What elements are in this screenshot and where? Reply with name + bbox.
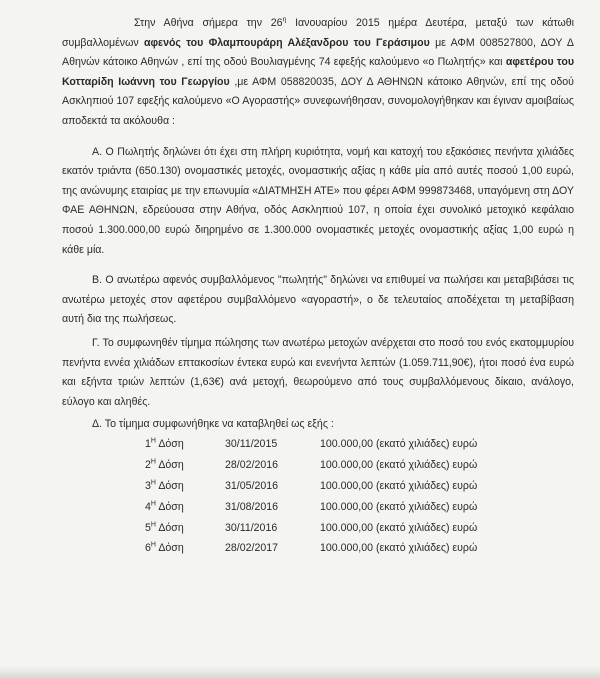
installment-date: 28/02/2017 — [225, 542, 279, 555]
buyer-name: αφετέρου του Κοτταρίδη Ιωάννη του Γεωργίου — [62, 56, 574, 88]
installment-amount: 100.000,00 (εκατό χιλιάδες) ευρώ — [320, 542, 478, 555]
installment-row — [145, 456, 574, 477]
installment-row — [145, 518, 574, 539]
intro-text-1: Στην Αθήνα σήμερα την 26 — [134, 17, 283, 29]
installment-date: 30/11/2016 — [225, 521, 278, 534]
installment-label: $3^H$ Δόση — [145, 479, 184, 493]
section-b: Β. Ο ανωτέρω αφενός συμβαλλόμενος "πωλητής" δηλώνει να επιθυμεί να πωλήσει και μεταβιβάσει τις ανωτέρω μετοχές στον αφετέρου συμβαλλόμενο «αγοραστή», ο δε τελευταίος αποδέχεται τη μεταβίβαση αυτή δια της πωλήσεως. — [62, 274, 574, 326]
section-d: Δ. Το τίμημα συμφωνήθηκε να καταβληθεί ως εξής : — [92, 418, 334, 431]
installment-list — [145, 435, 574, 560]
section-a: Α. Ο Πωλητής δηλώνει ότι έχει στη πλήρη κυριότητα, νομή και κατοχή του εξακόσιες πενήντα χιλιάδες εκατόν τριάντα (650.130) ονομαστικές μετοχές, ονομαστικής αξίας η κάθε μία από αυτές ποσού 1,00 ευρώ, της ανώνυμης εταιρίας με την επωνυμία «ΔΙΑΤΜΗΣΗ ΑΤΕ» που φέρει ΑΦΜ 999873468, υπαγόμενη στη ΔΟΥ ΦΑΕ ΑΘΗΝΩΝ, εδρεύουσα στην Αθήνα, οδός Ασκληπιού 107, η οποία έχει συνολικό μετοχικό κεφάλαιο ποσού 1.300.000,00 ευρώ διηρημένο σε 1.300.000 ονομαστικές μετοχές ονομαστικής αξίας 1,00 ευρώ η κάθε μία. — [62, 145, 574, 256]
intro-text-4: ,με ΑΦΜ 058820035, ΔΟΥ Δ ΑΘΗΝΩΝ κάτοικο Αθηνών, επί της οδού Ασκληπιού 107 εφεξής καλούμενο «Ο Αγοραστής» συνεφωνήθησαν, συνομολογήθηκαν και έγιναν αμοιβαίως αποδεκτά τα ακόλουθα : — [62, 75, 574, 127]
seller-name: αφενός του Φλαμπουράρη Αλέξανδρου του Γεράσιμου — [143, 36, 430, 49]
installment-label: $6^H$ Δόση — [145, 541, 184, 555]
installment-amount: 100.000,00 (εκατό χιλιάδες) ευρώ — [320, 521, 478, 534]
installment-amount: 100.000,00 (εκατό χιλιάδες) ευρώ — [320, 459, 478, 472]
installment-date: 31/08/2016 — [225, 500, 279, 513]
installment-label: $1^H$ Δόση — [145, 437, 184, 451]
intro-text-3: με ΑΦΜ 008527800, ΔΟΥ Δ Αθηνών κάτοικο Αθηνών , επί της οδού Βουλιαγμένης 74 εφεξής καλούμενο «ο Πωλητής» και — [62, 36, 574, 69]
section-c: Γ. Το συμφωνηθέν τίμημα πώλησης των ανωτέρω μετοχών ανέρχεται στο ποσό του ενός εκατομμυρίου πενήντα εννέα χιλιάδων επτακοσίων έντεκα ευρώ και ενενήντα λεπτών (1.059.711,90€), ήτοι ποσό ένα ευρώ και εξήντα τριών λεπτών (1,63€) ανά μετοχή, θεωρούμενο από τους συμβαλλόμενους δίκαιο, ανάλογο, εύλογο και αληθές. — [62, 336, 574, 408]
installment-label: $4^H$ Δόση — [145, 500, 184, 513]
installment-amount: 100.000,00 (εκατό χιλιάδες) ευρώ — [320, 500, 478, 513]
scan-shadow — [0, 666, 600, 678]
installment-date: 30/11/2015 — [225, 438, 278, 451]
intro-text-2: Ιανουαρίου 2015 ημέρα Δευτέρα, μεταξύ των κάτωθι συμβαλλομένων — [62, 17, 574, 49]
installment-label: $5^H$ Δόση — [145, 521, 184, 534]
installment-row — [145, 539, 574, 560]
installment-row — [145, 497, 574, 518]
intro-paragraph — [62, 14, 574, 132]
installment-row — [145, 476, 574, 497]
installment-date: 31/05/2016 — [225, 480, 279, 493]
installment-label: $2^H$ Δόση — [145, 458, 184, 472]
day-suffix: η — [282, 16, 287, 24]
installment-date: 28/02/2016 — [225, 459, 279, 472]
installment-amount: 100.000,00 (εκατό χιλιάδες) ευρώ — [320, 480, 478, 493]
document-body — [62, 14, 574, 560]
installment-row — [145, 435, 574, 456]
installment-amount: 100.000,00 (εκατό χιλιάδες) ευρώ — [320, 438, 478, 451]
